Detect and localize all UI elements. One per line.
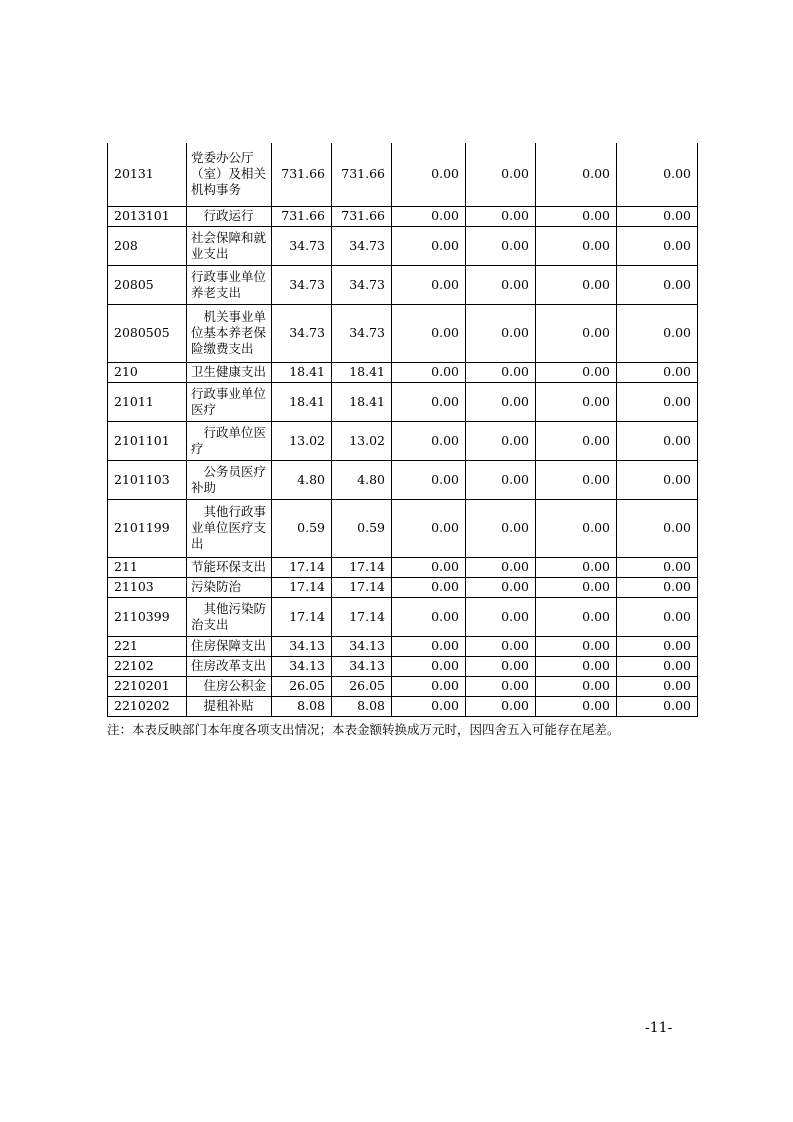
amount-cell: 0.00: [617, 421, 698, 460]
amount-cell: 0.00: [617, 557, 698, 577]
amount-cell: 0.00: [392, 636, 466, 656]
amount-cell: 34.73: [272, 226, 332, 265]
account-code-cell: 20805: [108, 265, 187, 304]
account-name-cell: 党委办公厅（室）及相关机构事务: [187, 143, 272, 206]
amount-cell: 0.00: [617, 696, 698, 716]
amount-cell: 0.00: [466, 265, 536, 304]
table-row: [108, 304, 698, 362]
account-name-cell: 社会保障和就业支出: [187, 226, 272, 265]
amount-cell: 18.41: [272, 362, 332, 382]
account-code-cell: 2101103: [108, 460, 187, 499]
amount-cell: 0.00: [617, 676, 698, 696]
account-name-cell: 公务员医疗补助: [187, 460, 272, 499]
account-name-cell: 住房公积金: [187, 676, 272, 696]
amount-cell: 34.73: [332, 304, 392, 362]
amount-cell: 18.41: [332, 382, 392, 421]
amount-cell: 0.00: [392, 577, 466, 597]
amount-cell: 0.00: [392, 676, 466, 696]
account-code-cell: 2110399: [108, 597, 187, 636]
amount-cell: 8.08: [332, 696, 392, 716]
amount-cell: 0.00: [617, 143, 698, 206]
account-code-cell: 21011: [108, 382, 187, 421]
table-row: [108, 557, 698, 577]
table-row: [108, 362, 698, 382]
table-row: [108, 226, 698, 265]
amount-cell: 731.66: [332, 206, 392, 226]
account-code-cell: 2210201: [108, 676, 187, 696]
account-name-cell: 行政运行: [187, 206, 272, 226]
amount-cell: 0.00: [392, 557, 466, 577]
account-code-cell: 21103: [108, 577, 187, 597]
amount-cell: 0.00: [466, 421, 536, 460]
budget-table: [107, 143, 698, 717]
amount-cell: 0.00: [536, 304, 617, 362]
table-row: [108, 265, 698, 304]
account-name-cell: 行政事业单位养老支出: [187, 265, 272, 304]
amount-cell: 26.05: [332, 676, 392, 696]
amount-cell: 34.13: [332, 656, 392, 676]
amount-cell: 0.00: [536, 499, 617, 557]
table-row: [108, 499, 698, 557]
amount-cell: 0.00: [536, 226, 617, 265]
table-row: [108, 206, 698, 226]
amount-cell: 17.14: [272, 577, 332, 597]
page-number: -11-: [645, 1020, 673, 1036]
amount-cell: 34.13: [272, 636, 332, 656]
amount-cell: 0.00: [617, 656, 698, 676]
table-row: [108, 577, 698, 597]
amount-cell: 0.00: [466, 362, 536, 382]
account-name-cell: 其他行政事业单位医疗支出: [187, 499, 272, 557]
amount-cell: 0.00: [392, 382, 466, 421]
amount-cell: 0.00: [536, 382, 617, 421]
amount-cell: 731.66: [272, 143, 332, 206]
amount-cell: 4.80: [272, 460, 332, 499]
amount-cell: 17.14: [332, 577, 392, 597]
amount-cell: 0.00: [392, 143, 466, 206]
amount-cell: 0.00: [466, 636, 536, 656]
amount-cell: 0.00: [466, 226, 536, 265]
account-name-cell: 机关事业单位基本养老保险缴费支出: [187, 304, 272, 362]
table-row: [108, 636, 698, 656]
amount-cell: 0.00: [392, 206, 466, 226]
amount-cell: 0.00: [536, 362, 617, 382]
amount-cell: 0.00: [466, 382, 536, 421]
table-row: [108, 597, 698, 636]
amount-cell: 0.59: [332, 499, 392, 557]
table-row: [108, 696, 698, 716]
amount-cell: 13.02: [332, 421, 392, 460]
amount-cell: 34.73: [332, 226, 392, 265]
table-row: [108, 676, 698, 696]
account-name-cell: 行政单位医疗: [187, 421, 272, 460]
table-row: [108, 460, 698, 499]
amount-cell: 34.73: [332, 265, 392, 304]
amount-cell: 0.00: [536, 656, 617, 676]
account-code-cell: 2210202: [108, 696, 187, 716]
table-body: [108, 143, 698, 716]
amount-cell: 0.00: [392, 696, 466, 716]
account-code-cell: 22102: [108, 656, 187, 676]
table-row: [108, 143, 698, 206]
amount-cell: 34.73: [272, 304, 332, 362]
amount-cell: 0.00: [392, 421, 466, 460]
amount-cell: 17.14: [332, 597, 392, 636]
amount-cell: 0.00: [536, 676, 617, 696]
table-row: [108, 421, 698, 460]
amount-cell: 17.14: [272, 557, 332, 577]
amount-cell: 0.00: [466, 557, 536, 577]
amount-cell: 0.00: [392, 362, 466, 382]
amount-cell: 0.00: [392, 597, 466, 636]
account-name-cell: 节能环保支出: [187, 557, 272, 577]
amount-cell: 34.13: [272, 656, 332, 676]
amount-cell: 731.66: [272, 206, 332, 226]
amount-cell: 0.00: [466, 206, 536, 226]
amount-cell: 0.00: [392, 265, 466, 304]
amount-cell: 0.00: [617, 499, 698, 557]
amount-cell: 34.73: [272, 265, 332, 304]
amount-cell: 17.14: [272, 597, 332, 636]
amount-cell: 0.00: [466, 656, 536, 676]
amount-cell: 0.00: [536, 421, 617, 460]
amount-cell: 17.14: [332, 557, 392, 577]
account-name-cell: 住房改革支出: [187, 656, 272, 676]
amount-cell: 8.08: [272, 696, 332, 716]
amount-cell: 0.00: [466, 577, 536, 597]
amount-cell: 0.00: [466, 499, 536, 557]
amount-cell: 0.00: [392, 499, 466, 557]
account-code-cell: 20131: [108, 143, 187, 206]
amount-cell: 18.41: [272, 382, 332, 421]
account-name-cell: 污染防治: [187, 577, 272, 597]
account-name-cell: 提租补贴: [187, 696, 272, 716]
amount-cell: 0.00: [392, 226, 466, 265]
table-row: [108, 382, 698, 421]
amount-cell: 0.00: [392, 656, 466, 676]
amount-cell: 0.00: [617, 382, 698, 421]
amount-cell: 0.00: [536, 557, 617, 577]
amount-cell: 0.00: [392, 304, 466, 362]
amount-cell: 0.00: [617, 577, 698, 597]
amount-cell: 0.00: [466, 143, 536, 206]
amount-cell: 34.13: [332, 636, 392, 656]
amount-cell: 0.00: [617, 226, 698, 265]
account-name-cell: 行政事业单位医疗: [187, 382, 272, 421]
amount-cell: 13.02: [272, 421, 332, 460]
amount-cell: 0.00: [536, 696, 617, 716]
amount-cell: 0.00: [617, 597, 698, 636]
amount-cell: 0.59: [272, 499, 332, 557]
account-code-cell: 221: [108, 636, 187, 656]
amount-cell: 0.00: [466, 597, 536, 636]
amount-cell: 0.00: [617, 265, 698, 304]
account-code-cell: 210: [108, 362, 187, 382]
amount-cell: 0.00: [617, 304, 698, 362]
amount-cell: 0.00: [536, 460, 617, 499]
amount-cell: 4.80: [332, 460, 392, 499]
amount-cell: 731.66: [332, 143, 392, 206]
account-code-cell: 211: [108, 557, 187, 577]
account-code-cell: 2013101: [108, 206, 187, 226]
amount-cell: 0.00: [466, 304, 536, 362]
amount-cell: 0.00: [617, 206, 698, 226]
amount-cell: 0.00: [392, 460, 466, 499]
amount-cell: 0.00: [466, 460, 536, 499]
account-code-cell: 208: [108, 226, 187, 265]
amount-cell: 0.00: [466, 676, 536, 696]
table-row: [108, 656, 698, 676]
account-code-cell: 2101101: [108, 421, 187, 460]
amount-cell: 0.00: [536, 636, 617, 656]
amount-cell: 0.00: [536, 577, 617, 597]
amount-cell: 0.00: [466, 696, 536, 716]
amount-cell: 0.00: [617, 460, 698, 499]
amount-cell: 0.00: [617, 362, 698, 382]
amount-cell: 0.00: [617, 636, 698, 656]
account-name-cell: 住房保障支出: [187, 636, 272, 656]
account-code-cell: 2080505: [108, 304, 187, 362]
account-name-cell: 其他污染防治支出: [187, 597, 272, 636]
amount-cell: 0.00: [536, 265, 617, 304]
table-footnote: 注：本表反映部门本年度各项支出情况；本表金额转换成万元时，因四舍五入可能存在尾差。: [107, 722, 620, 737]
amount-cell: 0.00: [536, 206, 617, 226]
amount-cell: 0.00: [536, 597, 617, 636]
account-name-cell: 卫生健康支出: [187, 362, 272, 382]
account-code-cell: 2101199: [108, 499, 187, 557]
amount-cell: 0.00: [536, 143, 617, 206]
amount-cell: 26.05: [272, 676, 332, 696]
amount-cell: 18.41: [332, 362, 392, 382]
